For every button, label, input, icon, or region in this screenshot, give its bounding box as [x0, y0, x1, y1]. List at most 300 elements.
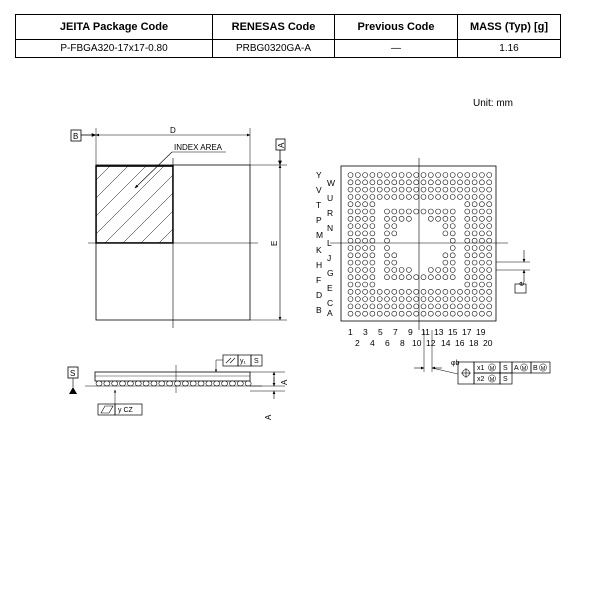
solder-ball	[479, 180, 484, 185]
solder-ball	[406, 180, 411, 185]
datum-s-triangle	[69, 387, 77, 394]
row-label-u: U	[327, 193, 334, 203]
solder-ball	[465, 246, 470, 251]
col-label-19: 19	[476, 327, 486, 337]
solder-ball	[479, 194, 484, 199]
solder-ball	[428, 311, 433, 316]
col-label-3: 3	[363, 327, 368, 337]
row-label-w: W	[327, 178, 336, 188]
solder-ball	[392, 311, 397, 316]
solder-ball	[348, 231, 353, 236]
datum-s-label: S	[70, 369, 76, 378]
row-label-k: K	[316, 245, 322, 255]
solder-ball	[487, 216, 492, 221]
col-label-1: 1	[348, 327, 353, 337]
solder-ball	[385, 311, 390, 316]
solder-ball	[406, 304, 411, 309]
side-ball-row	[96, 381, 251, 386]
col-label-5: 5	[378, 327, 383, 337]
col-label-15: 15	[448, 327, 458, 337]
side-solder-ball	[190, 381, 196, 386]
solder-ball	[472, 194, 477, 199]
solder-ball	[392, 297, 397, 302]
solder-ball	[443, 260, 448, 265]
header-renesas: RENESAS Code	[213, 15, 335, 40]
side-solder-ball	[198, 381, 204, 386]
solder-ball	[370, 238, 375, 243]
unit-label: Unit: mm	[473, 98, 513, 109]
solder-ball	[370, 289, 375, 294]
package-body-side	[95, 372, 250, 381]
solder-ball	[414, 173, 419, 178]
solder-ball	[377, 187, 382, 192]
solder-ball	[487, 238, 492, 243]
solder-ball	[377, 311, 382, 316]
solder-ball	[363, 231, 368, 236]
solder-ball	[472, 304, 477, 309]
solder-ball	[385, 253, 390, 258]
solder-ball	[406, 194, 411, 199]
solder-ball	[363, 173, 368, 178]
solder-ball	[392, 253, 397, 258]
solder-ball	[385, 289, 390, 294]
solder-ball	[465, 253, 470, 258]
solder-ball	[479, 187, 484, 192]
header-mass: MASS (Typ) [g]	[458, 15, 561, 40]
solder-ball	[465, 173, 470, 178]
solder-ball	[458, 194, 463, 199]
solder-ball	[370, 282, 375, 287]
solder-ball	[399, 209, 404, 214]
side-solder-ball	[229, 381, 235, 386]
solder-ball	[450, 297, 455, 302]
solder-ball	[479, 238, 484, 243]
solder-ball	[450, 246, 455, 251]
solder-ball	[479, 260, 484, 265]
solder-ball	[421, 180, 426, 185]
solder-ball	[487, 202, 492, 207]
solder-ball	[436, 180, 441, 185]
side-solder-ball	[104, 381, 110, 386]
solder-ball	[348, 253, 353, 258]
solder-ball	[487, 311, 492, 316]
side-solder-ball	[127, 381, 133, 386]
solder-ball	[472, 253, 477, 258]
solder-ball	[428, 289, 433, 294]
solder-ball	[392, 289, 397, 294]
solder-ball	[450, 253, 455, 258]
fcf-datum-s1: S	[503, 365, 508, 372]
solder-ball	[392, 267, 397, 272]
solder-ball	[436, 209, 441, 214]
fcf-x1-modifier: M	[489, 366, 495, 372]
solder-ball	[377, 297, 382, 302]
solder-ball	[348, 202, 353, 207]
solder-ball	[436, 304, 441, 309]
solder-ball	[348, 275, 353, 280]
solder-ball	[363, 297, 368, 302]
solder-ball	[370, 311, 375, 316]
solder-ball	[450, 238, 455, 243]
solder-ball	[479, 173, 484, 178]
solder-ball	[443, 304, 448, 309]
solder-ball	[370, 202, 375, 207]
solder-ball	[399, 216, 404, 221]
solder-ball	[443, 216, 448, 221]
solder-ball	[348, 180, 353, 185]
solder-ball	[479, 282, 484, 287]
solder-ball	[450, 267, 455, 272]
solder-ball	[370, 275, 375, 280]
solder-ball	[348, 246, 353, 251]
solder-ball	[370, 224, 375, 229]
solder-ball	[348, 187, 353, 192]
solder-ball	[377, 289, 382, 294]
row-labels-inner	[327, 178, 335, 318]
bottom-view	[316, 158, 550, 384]
col-label-6: 6	[385, 338, 390, 348]
col-label-14: 14	[441, 338, 451, 348]
side-solder-ball	[175, 381, 181, 386]
solder-ball	[385, 297, 390, 302]
top-view	[71, 126, 287, 328]
dim-e-label: E	[270, 240, 279, 246]
solder-ball	[428, 267, 433, 272]
solder-ball	[370, 297, 375, 302]
solder-ball	[348, 282, 353, 287]
solder-ball	[465, 194, 470, 199]
solder-ball	[487, 297, 492, 302]
fcf-datum-b: B	[533, 365, 538, 372]
solder-ball	[370, 216, 375, 221]
index-area-leader	[135, 152, 172, 188]
row-label-c: C	[327, 298, 334, 308]
row-label-a: A	[327, 308, 333, 318]
fcf-x1: x1	[477, 365, 485, 372]
solder-ball	[385, 267, 390, 272]
solder-ball	[392, 224, 397, 229]
side-solder-ball	[159, 381, 165, 386]
solder-ball	[479, 209, 484, 214]
solder-ball	[355, 267, 360, 272]
solder-ball	[472, 209, 477, 214]
side-solder-ball	[245, 381, 251, 386]
solder-ball	[399, 194, 404, 199]
solder-ball	[363, 253, 368, 258]
solder-ball	[487, 275, 492, 280]
solder-ball	[355, 289, 360, 294]
solder-ball	[399, 297, 404, 302]
position-tolerance-frame	[458, 362, 550, 384]
solder-ball	[436, 275, 441, 280]
row-label-v: V	[316, 185, 322, 195]
solder-ball	[363, 311, 368, 316]
solder-ball	[487, 231, 492, 236]
row-label-l: L	[327, 238, 332, 248]
solder-ball	[421, 289, 426, 294]
solder-ball	[487, 246, 492, 251]
solder-ball	[487, 194, 492, 199]
header-previous: Previous Code	[335, 15, 458, 40]
solder-ball	[428, 275, 433, 280]
solder-ball	[472, 216, 477, 221]
solder-ball	[487, 260, 492, 265]
solder-ball	[428, 216, 433, 221]
solder-ball	[392, 260, 397, 265]
fcf-datum-b-modifier: M	[540, 366, 546, 372]
solder-ball	[392, 275, 397, 280]
solder-ball	[406, 297, 411, 302]
solder-ball	[355, 209, 360, 214]
solder-ball	[385, 180, 390, 185]
solder-ball	[363, 289, 368, 294]
solder-ball	[414, 304, 419, 309]
solder-ball	[363, 260, 368, 265]
solder-ball	[465, 282, 470, 287]
solder-ball	[377, 173, 382, 178]
solder-ball	[363, 304, 368, 309]
solder-ball	[458, 187, 463, 192]
ball-dia-label: φb	[451, 360, 460, 367]
solder-ball	[479, 253, 484, 258]
solder-ball	[428, 209, 433, 214]
solder-ball	[363, 202, 368, 207]
solder-ball	[421, 209, 426, 214]
row-labels-outer	[316, 170, 323, 315]
solder-ball	[487, 253, 492, 258]
fcf-datum-s2: S	[503, 376, 508, 383]
solder-ball	[472, 311, 477, 316]
flatness-y1: y₁	[240, 358, 246, 365]
solder-ball	[370, 187, 375, 192]
col-label-12: 12	[426, 338, 436, 348]
solder-ball	[458, 311, 463, 316]
solder-ball	[385, 231, 390, 236]
solder-ball	[479, 224, 484, 229]
solder-ball	[406, 311, 411, 316]
solder-ball	[458, 297, 463, 302]
solder-ball	[443, 173, 448, 178]
col-label-7: 7	[393, 327, 398, 337]
solder-ball	[465, 231, 470, 236]
solder-ball	[385, 187, 390, 192]
solder-ball	[450, 216, 455, 221]
solder-ball	[421, 275, 426, 280]
solder-ball	[479, 246, 484, 251]
solder-ball	[436, 311, 441, 316]
solder-ball	[392, 180, 397, 185]
solder-ball	[385, 260, 390, 265]
solder-ball	[355, 238, 360, 243]
solder-ball	[348, 224, 353, 229]
solder-ball	[414, 297, 419, 302]
solder-ball	[363, 187, 368, 192]
solder-ball	[348, 194, 353, 199]
solder-ball	[428, 180, 433, 185]
solder-ball	[450, 231, 455, 236]
solder-ball	[436, 173, 441, 178]
solder-ball	[370, 173, 375, 178]
solder-ball	[465, 202, 470, 207]
solder-ball	[487, 224, 492, 229]
solder-ball	[443, 289, 448, 294]
solder-ball	[399, 304, 404, 309]
solder-ball	[458, 289, 463, 294]
solder-ball	[421, 173, 426, 178]
row-label-b: B	[316, 305, 322, 315]
row-label-m: M	[316, 230, 324, 240]
solder-ball	[436, 297, 441, 302]
solder-ball	[450, 209, 455, 214]
dim-d-label: D	[170, 126, 176, 135]
solder-ball	[472, 238, 477, 243]
side-solder-ball	[151, 381, 157, 386]
solder-ball	[363, 282, 368, 287]
solder-ball	[355, 231, 360, 236]
solder-ball	[479, 289, 484, 294]
solder-ball	[487, 173, 492, 178]
side-solder-ball	[214, 381, 220, 386]
solder-ball	[406, 187, 411, 192]
solder-ball	[363, 194, 368, 199]
side-solder-ball	[120, 381, 126, 386]
solder-ball	[436, 187, 441, 192]
solder-ball	[472, 289, 477, 294]
solder-ball	[465, 304, 470, 309]
solder-ball	[370, 209, 375, 214]
solder-ball	[472, 267, 477, 272]
index-area-label: INDEX AREA	[174, 143, 223, 152]
flatness-parallelogram-icon	[101, 406, 113, 413]
solder-ball	[363, 216, 368, 221]
solder-ball	[479, 216, 484, 221]
solder-ball	[385, 275, 390, 280]
side-solder-ball	[237, 381, 243, 386]
solder-ball	[472, 173, 477, 178]
mass-value: 1.16	[458, 40, 561, 58]
side-solder-ball	[206, 381, 212, 386]
solder-ball	[443, 194, 448, 199]
fcf-datum-a-modifier: M	[521, 366, 527, 372]
solder-ball	[479, 275, 484, 280]
solder-ball	[406, 275, 411, 280]
solder-ball	[465, 260, 470, 265]
solder-ball	[355, 282, 360, 287]
solder-ball	[450, 311, 455, 316]
solder-ball	[406, 267, 411, 272]
solder-ball	[355, 311, 360, 316]
solder-ball	[450, 173, 455, 178]
flatness-datum-s: S	[254, 358, 259, 365]
col-label-10: 10	[412, 338, 422, 348]
fcf-datum-a: A	[514, 365, 519, 372]
solder-ball	[377, 194, 382, 199]
side-solder-ball	[182, 381, 188, 386]
datum-a-label-top: A	[277, 142, 286, 148]
flatness-icon	[226, 358, 231, 363]
solder-ball	[436, 267, 441, 272]
col-label-11: 11	[421, 327, 430, 337]
solder-ball	[458, 173, 463, 178]
fcf-x2-modifier: M	[489, 377, 495, 383]
solder-ball	[414, 180, 419, 185]
index-area-hatch	[96, 166, 173, 243]
solder-ball	[450, 180, 455, 185]
solder-ball	[399, 275, 404, 280]
solder-ball	[465, 209, 470, 214]
solder-ball	[465, 187, 470, 192]
solder-ball	[450, 289, 455, 294]
col-label-20: 20	[483, 338, 493, 348]
side-solder-ball	[135, 381, 141, 386]
solder-ball	[348, 304, 353, 309]
solder-ball	[348, 216, 353, 221]
solder-ball	[392, 231, 397, 236]
solder-ball	[385, 304, 390, 309]
row-label-d: D	[316, 290, 323, 300]
side-solder-ball	[96, 381, 102, 386]
solder-ball	[472, 275, 477, 280]
row-label-r: R	[327, 208, 334, 218]
solder-ball	[348, 173, 353, 178]
solder-ball	[479, 231, 484, 236]
solder-ball	[443, 311, 448, 316]
solder-ball	[355, 275, 360, 280]
col-label-18: 18	[469, 338, 479, 348]
solder-ball	[465, 224, 470, 229]
solder-ball	[363, 275, 368, 280]
solder-ball	[472, 202, 477, 207]
solder-ball	[377, 180, 382, 185]
solder-ball	[355, 260, 360, 265]
col-label-16: 16	[455, 338, 465, 348]
solder-ball	[414, 289, 419, 294]
solder-ball	[443, 275, 448, 280]
solder-ball	[458, 180, 463, 185]
solder-ball	[421, 304, 426, 309]
solder-ball	[450, 304, 455, 309]
solder-ball	[436, 289, 441, 294]
solder-ball	[348, 289, 353, 294]
solder-ball	[348, 267, 353, 272]
previous-code-value: —	[335, 40, 458, 58]
solder-ball	[443, 187, 448, 192]
solder-ball	[414, 209, 419, 214]
solder-ball	[479, 311, 484, 316]
solder-ball	[377, 304, 382, 309]
header-jeita: JEITA Package Code	[16, 15, 213, 40]
solder-ball	[443, 267, 448, 272]
solder-ball	[465, 289, 470, 294]
solder-ball	[465, 275, 470, 280]
solder-ball	[472, 224, 477, 229]
solder-ball	[355, 246, 360, 251]
solder-ball	[385, 224, 390, 229]
solder-ball	[370, 267, 375, 272]
row-label-g: G	[327, 268, 334, 278]
datum-b-label: B	[73, 132, 79, 141]
solder-ball	[450, 275, 455, 280]
solder-ball	[465, 267, 470, 272]
dim-a-label: A	[280, 379, 289, 385]
pitch-e-label: e	[517, 281, 526, 286]
solder-ball	[355, 304, 360, 309]
solder-ball	[421, 311, 426, 316]
solder-ball	[428, 173, 433, 178]
solder-ball	[355, 173, 360, 178]
solder-ball	[450, 260, 455, 265]
solder-ball	[385, 238, 390, 243]
